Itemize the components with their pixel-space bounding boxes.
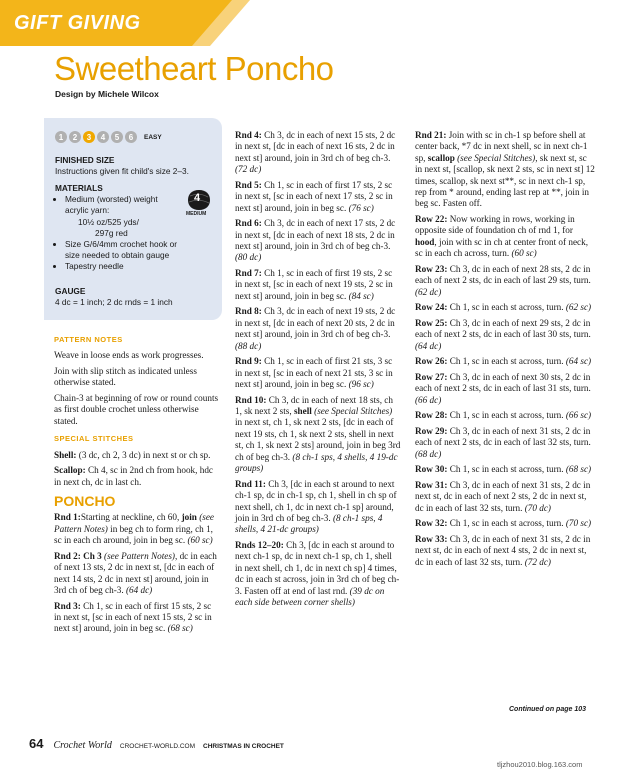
yarn-weight-number: 4 xyxy=(194,192,201,204)
website: CROCHET-WORLD.COM xyxy=(119,743,196,750)
finished-size-section xyxy=(55,155,215,177)
issue-name: CHRISTMAS IN CROCHET xyxy=(203,743,284,750)
instruction-step: Row 28: Ch 1, sc in each st across, turn. (66 sc) xyxy=(415,410,592,421)
materials-section xyxy=(55,183,180,273)
instruction-step: Row 29: Ch 3, dc in each of next 31 sts, 2 dc in each of next 2 sts, dc in each of last 32 sts, turn. (68 dc) xyxy=(415,425,591,459)
skill-level-dot: 5 xyxy=(111,131,123,143)
instruction-step: Rnd 7: Ch 1, sc in each of first 19 sts, 2 sc in next st, [sc in each of next 19 sts, 2 sc in next st] around, join in beg sc. (84 sc) xyxy=(235,268,393,301)
scallop-definition: Scallop: Ch 4, sc in 2nd ch from hook, hdc in next ch, dc in last ch. xyxy=(54,465,213,487)
skill-level-dot: 6 xyxy=(125,131,137,143)
material-item: • Medium (worsted) weight acrylic yarn: xyxy=(65,194,180,216)
watermark: tljzhou2010.blog.163.com xyxy=(497,760,583,769)
gauge-heading: GAUGE xyxy=(55,286,86,296)
column-3 xyxy=(415,130,595,572)
pattern-note: Chain-3 at beginning of row or round counts as first double crochet unless otherwise stated. xyxy=(54,393,219,426)
yarn-weight-label: MEDIUM xyxy=(186,211,207,217)
instruction-step: Rnd 21: Join with sc in ch-1 sp before shell at center back, *7 dc in next shell, sc in next ch-1 sp, scallop (see Special Stitches), sk next st, sc in next st, [scallop, sk next 2 sts, sc in next st] 12 times, scallop, sk next st**, sc in next ch-1 sp, rep from * around, ending last rep at **, join in beg sc. Fasten off. xyxy=(415,130,595,209)
materials-heading: MATERIALS xyxy=(55,183,103,193)
page-number: 64 xyxy=(29,736,44,751)
instruction-step: Row 23: Ch 3, dc in each of next 28 sts, 2 dc in each of next 2 sts, dc in each of last 29 sts, turn. (62 dc) xyxy=(415,263,591,297)
column-2 xyxy=(235,130,401,613)
yarn-weight-icon xyxy=(184,188,214,222)
poncho-heading: PONCHO xyxy=(54,493,116,510)
instruction-step: Rnd 9: Ch 1, sc in each of first 21 sts, 3 sc in next st, [sc in each of next 21 sts, 3 sc in next st] around, join in beg sc. (96 sc) xyxy=(235,356,393,390)
skill-level-dot-active: 3 xyxy=(83,131,95,143)
instruction-step: Row 31: Ch 3, dc in each of next 31 sts, 2 dc in next st, dc in each of next 2 sts, 2 dc in next st, dc in each of last 32 sts, turn. (70 dc) xyxy=(415,479,591,513)
gauge-text: 4 dc = 1 inch; 2 dc rnds = 1 inch xyxy=(55,297,173,308)
instruction-step: Rnd 6: Ch 3, dc in each of next 17 sts, 2 dc in next st, [dc in each of next 18 sts, 2 dc in next st] around, join in 3rd ch of beg ch-3. (80 dc) xyxy=(235,218,396,263)
instruction-step: Rnds 12–20: Ch 3, [dc in each st around to next ch-1 sp, dc in next ch-1 sp, ch 1, shell in next shell, ch 1, dc in next ch sp] 4 times, dc in each st across, join in 3rd ch of beg ch-3. Fasten off at end of last rnd. (39 dc on each side between corner shells) xyxy=(235,539,400,607)
skill-level-dot: 1 xyxy=(55,131,67,143)
pattern-note: Join with slip stitch as indicated unless otherwise stated. xyxy=(54,366,197,388)
section-label: GIFT GIVING xyxy=(14,12,141,34)
instruction-step: Row 24: Ch 1, sc in each st across, turn. (62 sc) xyxy=(415,302,592,313)
material-item: • Size G/6/4mm crochet hook or size needed to obtain gauge xyxy=(65,239,180,261)
instruction-step: Row 33: Ch 3, dc in each of next 31 sts, 2 dc in next st, dc in each of next 4 sts, 2 dc in next st, dc in each of last 32 sts, turn. (72 dc) xyxy=(415,533,591,567)
skill-level-indicator xyxy=(55,131,162,143)
finished-size-heading: FINISHED SIZE xyxy=(55,155,115,165)
designer-credit: Design by Michele Wilcox xyxy=(55,89,159,99)
instruction-step: Rnd 2: Ch 3 (see Pattern Notes), dc in each of next 13 sts, 2 dc in next st, [dc in each of next 14 sts, 2 dc in next st] around, join in 3rd ch of beg ch-3. (64 dc) xyxy=(54,550,217,596)
page-footer xyxy=(29,736,284,751)
instruction-step: Row 26: Ch 1, sc in each st across, turn. (64 sc) xyxy=(415,356,592,367)
material-item: • Tapestry needle xyxy=(65,261,180,272)
instructions-col1 xyxy=(54,512,220,634)
shell-definition: Shell: (3 dc, ch 2, 3 dc) in next st or ch sp. xyxy=(54,449,211,460)
skill-level-dot: 2 xyxy=(69,131,81,143)
special-stitches-heading: SPECIAL STITCHES xyxy=(54,434,134,444)
instructions-col2 xyxy=(235,130,401,608)
pattern-note: Weave in loose ends as work progresses. xyxy=(54,350,204,361)
instruction-step: Row 30: Ch 1, sc in each st across, turn. (68 sc) xyxy=(415,464,592,475)
continued-note: Continued on page 103 xyxy=(509,706,587,713)
instruction-step: Rnd 4: Ch 3, dc in each of next 15 sts, 2 dc in next st, [dc in each of next 16 sts, 2 dc in next st] around, join in 3rd ch of beg ch-3. (72 dc) xyxy=(235,130,396,175)
instruction-step: Row 25: Ch 3, dc in each of next 29 sts, 2 dc in each of next 2 sts, dc in each of last 30 sts, turn. (64 dc) xyxy=(415,317,591,351)
instruction-step: Rnd 5: Ch 1, sc in each of first 17 sts, 2 sc in next st, [sc in each of next 17 sts, 2 sc in next st] around, join in beg sc. (76 sc) xyxy=(235,179,393,213)
skill-label: EASY xyxy=(144,133,162,141)
column-1 xyxy=(54,334,220,639)
skill-level-dot: 4 xyxy=(97,131,109,143)
material-item: 10½ oz/525 yds/ xyxy=(78,216,139,227)
instruction-step: Row 27: Ch 3, dc in each of next 30 sts, 2 dc in each of next 2 sts, dc in each of last 31 sts, turn. (66 dc) xyxy=(415,371,591,405)
instruction-step: Rnd 10: Ch 3, dc in each of next 18 sts, ch 1, sk next 2 sts, shell (see Special Stitches) in next st, ch 1, sk next 2 sts, [dc in each of next 19 sts, ch 1, sk next 2 sts, shell in next st, ch 1, sk next 2 sts] around, join in beg 3rd ch of beg ch-3. (8 ch-1 sps, 4 shells, 4 19-dc groups) xyxy=(235,394,401,474)
material-item: 297g red xyxy=(95,227,128,238)
instruction-step: Rnd 1:Starting at neckline, ch 60, join (see Pattern Notes) in beg ch to form ring, ch 1, sc in each ch around, join in beg sc. (60 sc) xyxy=(54,512,215,546)
magazine-name: Crochet World xyxy=(53,740,112,751)
instructions-col3 xyxy=(415,130,595,568)
gauge-section xyxy=(55,286,215,308)
instruction-step: Rnd 8: Ch 3, dc in each of next 19 sts, 2 dc in next st, [dc in each of next 20 sts, 2 dc in next st] around, join in 3rd ch of beg ch-3. (88 dc) xyxy=(235,306,396,351)
instruction-step: Rnd 11: Ch 3, [dc in each st around to next ch-1 sp, dc in ch-1 sp, ch 1, shell in ch sp of next shell, ch 1, dc in next ch-1 sp] around, join in 3rd ch of beg ch-3. (8 ch-1 sps, 4 shells, 4 21-dc groups) xyxy=(235,478,397,535)
finished-size-text: Instructions given fit child's size 2–3. xyxy=(55,166,189,177)
instruction-step: Rnd 3: Ch 1, sc in each of first 15 sts, 2 sc in next st, [sc in each of next 15 sts, 2 sc in next st] around, join in beg sc. (68 sc) xyxy=(54,600,212,634)
instruction-step: Row 22: Now working in rows, working in opposite side of foundation ch of rnd 1, for hood, join with sc in ch at center front of neck, sc in each ch across, turn. (60 sc) xyxy=(415,214,589,259)
pattern-title: Sweetheart Poncho xyxy=(54,50,334,87)
instruction-step: Row 32: Ch 1, sc in each st across, turn. (70 sc) xyxy=(415,518,592,529)
pattern-notes-heading: PATTERN NOTES xyxy=(54,335,123,344)
